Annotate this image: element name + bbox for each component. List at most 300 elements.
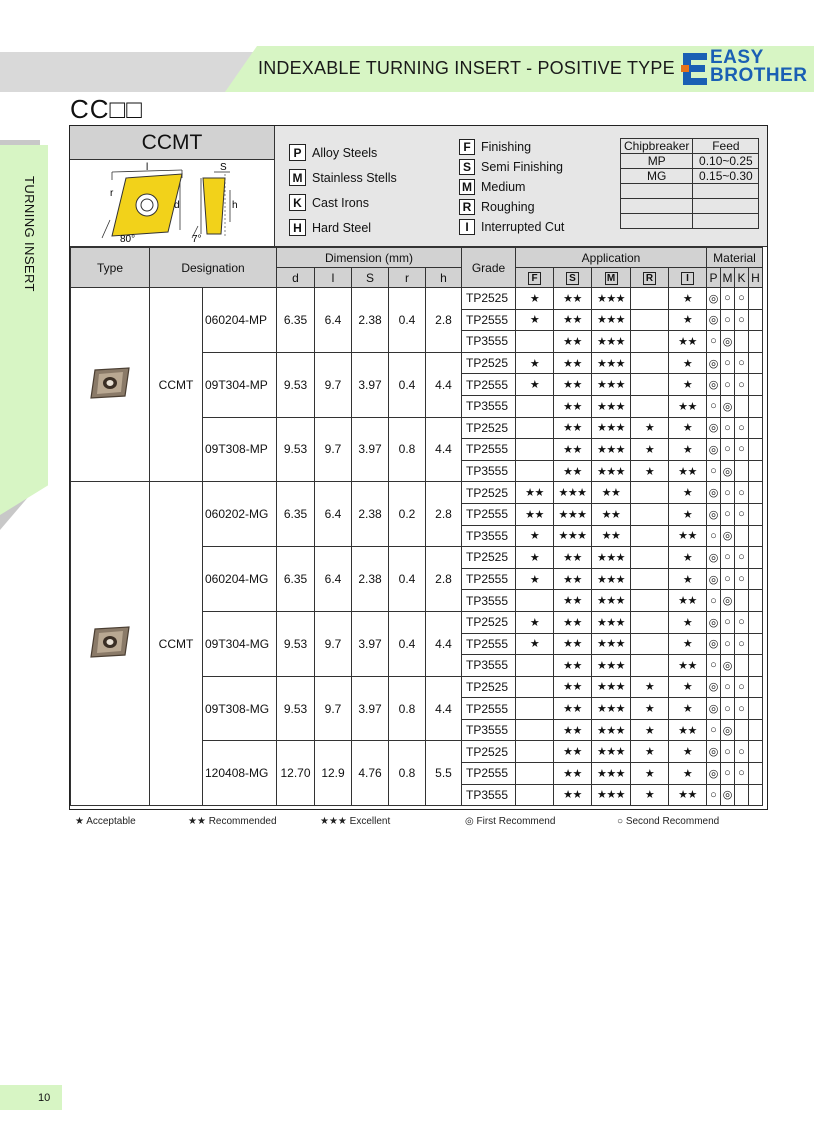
designation-cell: 09T304-MG	[203, 611, 277, 676]
insert-photo-icon	[87, 364, 133, 402]
application-rating-cell: ★	[516, 633, 554, 655]
dim-d-cell: 6.35	[277, 482, 315, 547]
application-rating-cell: ★	[669, 611, 707, 633]
material-rating-cell: ◎	[707, 568, 721, 590]
material-rating-cell	[735, 460, 749, 482]
application-rating-cell: ★	[631, 698, 669, 720]
legend-first-recommend: ◎ First Recommend	[465, 816, 556, 827]
material-rating-cell: ○	[707, 525, 721, 547]
legend-label: Alloy Steels	[312, 145, 378, 160]
material-rating-cell	[749, 763, 763, 785]
chip-cell	[621, 199, 693, 214]
application-rating-cell: ★★★	[554, 525, 592, 547]
application-rating-cell: ★★	[554, 741, 592, 763]
designation-cell: 09T308-MG	[203, 676, 277, 741]
application-rating-cell: ★	[516, 525, 554, 547]
application-rating-cell	[516, 417, 554, 439]
material-rating-cell: ○	[735, 741, 749, 763]
application-rating-cell: ★	[516, 288, 554, 310]
chipbreaker-feed-table	[620, 138, 759, 229]
application-rating-cell: ★	[669, 503, 707, 525]
dim-h-cell: 2.8	[426, 482, 462, 547]
material-rating-cell: ○	[721, 374, 735, 396]
application-rating-cell: ★★	[554, 633, 592, 655]
grade-cell: TP2525	[462, 676, 516, 698]
material-rating-cell	[749, 460, 763, 482]
application-rating-cell: ★★★	[592, 698, 631, 720]
material-rating-cell	[749, 547, 763, 569]
dim-d-cell: 9.53	[277, 417, 315, 482]
material-rating-cell	[749, 633, 763, 655]
material-rating-cell: ○	[721, 633, 735, 655]
legend-acceptable: ★ Acceptable	[75, 816, 136, 827]
dim-r-cell: 0.2	[389, 482, 426, 547]
material-rating-cell: ◎	[721, 525, 735, 547]
application-rating-cell	[516, 395, 554, 417]
dim-l-cell: 6.4	[315, 482, 352, 547]
material-rating-cell: ○	[735, 633, 749, 655]
designation-cell: 060202-MG	[203, 482, 277, 547]
material-rating-cell	[749, 482, 763, 504]
application-rating-cell: ★★	[554, 288, 592, 310]
material-rating-cell: ◎	[707, 352, 721, 374]
legend-excellent: ★★★ Excellent	[320, 816, 391, 827]
material-rating-cell: ○	[721, 611, 735, 633]
dim-r-cell: 0.4	[389, 547, 426, 612]
designation-cell: 060204-MP	[203, 288, 277, 353]
application-rating-cell	[516, 460, 554, 482]
legend-label: Interrupted Cut	[481, 220, 565, 234]
application-rating-cell: ★	[516, 374, 554, 396]
application-rating-cell: ★★★	[592, 547, 631, 569]
col-header-d: d	[277, 268, 315, 288]
page-number: 10	[38, 1092, 51, 1104]
application-rating-cell: ★	[669, 698, 707, 720]
material-rating-cell: ○	[707, 719, 721, 741]
grade-cell: TP3555	[462, 331, 516, 353]
diagram-label-d: d	[174, 200, 180, 211]
dim-l-cell: 6.4	[315, 547, 352, 612]
material-rating-cell	[749, 655, 763, 677]
dim-s-cell: 3.97	[352, 611, 389, 676]
diagram-label-l: l	[146, 162, 149, 173]
grade-cell: TP2525	[462, 547, 516, 569]
page-title: INDEXABLE TURNING INSERT - POSITIVE TYPE	[258, 58, 675, 78]
material-rating-cell	[749, 698, 763, 720]
material-rating-cell	[735, 784, 749, 806]
legend-key: F	[459, 139, 475, 155]
application-rating-cell	[631, 525, 669, 547]
material-rating-cell	[735, 331, 749, 353]
legend-second-recommend: ○ Second Recommend	[617, 816, 720, 827]
dim-s-cell: 2.38	[352, 482, 389, 547]
material-rating-cell: ◎	[707, 374, 721, 396]
col-header-app-s: S	[554, 268, 592, 288]
product-code-title: CC□□	[70, 94, 143, 124]
application-rating-cell: ★	[516, 611, 554, 633]
chip-header: Chipbreaker	[621, 139, 693, 154]
material-rating-cell	[749, 676, 763, 698]
grade-cell: TP3555	[462, 719, 516, 741]
material-rating-cell	[735, 395, 749, 417]
material-rating-cell: ○	[735, 568, 749, 590]
application-rating-cell: ★	[631, 741, 669, 763]
col-header-app-f: F	[516, 268, 554, 288]
designation-cell: 060204-MG	[203, 547, 277, 612]
application-rating-cell	[631, 503, 669, 525]
grade-cell: TP2525	[462, 417, 516, 439]
material-rating-cell: ◎	[707, 482, 721, 504]
application-rating-cell	[631, 482, 669, 504]
col-header-s: S	[352, 268, 389, 288]
legend-key: K	[289, 194, 306, 211]
legend-label: Roughing	[481, 200, 535, 214]
application-rating-cell	[631, 633, 669, 655]
grade-cell: TP2525	[462, 288, 516, 310]
material-rating-cell: ○	[707, 331, 721, 353]
dim-d-cell: 12.70	[277, 741, 315, 806]
application-rating-cell	[631, 547, 669, 569]
material-rating-cell: ○	[707, 784, 721, 806]
application-rating-cell: ★★★	[592, 741, 631, 763]
material-rating-cell: ○	[721, 698, 735, 720]
application-rating-cell	[631, 568, 669, 590]
dim-r-cell: 0.4	[389, 352, 426, 417]
material-rating-cell: ○	[735, 698, 749, 720]
grade-cell: TP2555	[462, 698, 516, 720]
material-rating-cell	[749, 288, 763, 310]
legend-item	[459, 137, 564, 157]
material-rating-cell	[749, 503, 763, 525]
application-rating-cell	[631, 395, 669, 417]
material-rating-cell	[735, 655, 749, 677]
application-rating-cell: ★★	[554, 784, 592, 806]
application-rating-cell: ★	[631, 460, 669, 482]
logo-line1: EASY	[710, 47, 764, 68]
col-header-designation: Designation	[150, 248, 277, 288]
material-rating-cell: ○	[735, 676, 749, 698]
application-rating-cell: ★★	[669, 590, 707, 612]
grade-cell: TP2525	[462, 352, 516, 374]
material-rating-cell: ◎	[707, 547, 721, 569]
application-rating-cell: ★	[631, 439, 669, 461]
material-rating-cell	[749, 525, 763, 547]
legend-item	[459, 197, 564, 217]
legend-key: M	[289, 169, 306, 186]
application-rating-cell: ★★★	[554, 482, 592, 504]
application-rating-cell	[516, 698, 554, 720]
application-rating-cell: ★★	[554, 309, 592, 331]
material-rating-cell: ○	[735, 482, 749, 504]
material-rating-cell: ○	[707, 395, 721, 417]
application-rating-cell: ★★★	[592, 460, 631, 482]
material-rating-cell: ◎	[707, 503, 721, 525]
material-rating-cell: ○	[721, 763, 735, 785]
application-rating-cell: ★★★	[592, 331, 631, 353]
application-rating-cell: ★★	[669, 460, 707, 482]
application-rating-cell	[516, 676, 554, 698]
application-rating-cell: ★★★	[592, 309, 631, 331]
material-rating-cell: ○	[735, 611, 749, 633]
grade-cell: TP2525	[462, 741, 516, 763]
diagram-angle-1: 80°	[120, 234, 136, 245]
col-header-mat-p: P	[707, 268, 721, 288]
designation-cell: 120408-MG	[203, 741, 277, 806]
material-legend	[289, 140, 397, 240]
material-rating-cell	[735, 719, 749, 741]
col-header-dimension: Dimension (mm)	[277, 248, 462, 268]
type-image-cell	[71, 288, 150, 482]
grade-cell: TP3555	[462, 525, 516, 547]
grade-cell: TP2555	[462, 568, 516, 590]
material-rating-cell: ○	[721, 352, 735, 374]
material-rating-cell: ○	[721, 568, 735, 590]
dim-r-cell: 0.8	[389, 417, 426, 482]
application-legend	[459, 137, 564, 237]
material-rating-cell: ○	[735, 417, 749, 439]
application-rating-cell: ★★	[669, 395, 707, 417]
diagram-label-s: S	[220, 162, 227, 173]
application-rating-cell: ★	[669, 288, 707, 310]
legend-key: P	[289, 144, 306, 161]
application-rating-cell: ★★	[669, 331, 707, 353]
application-rating-cell: ★	[669, 352, 707, 374]
legend-item	[289, 165, 397, 190]
logo-e-icon	[679, 51, 709, 87]
dim-d-cell: 9.53	[277, 611, 315, 676]
dim-l-cell: 9.7	[315, 676, 352, 741]
material-rating-cell	[749, 439, 763, 461]
application-rating-cell	[516, 763, 554, 785]
dim-d-cell: 6.35	[277, 547, 315, 612]
type-image-cell	[71, 482, 150, 806]
application-rating-cell: ★★	[554, 439, 592, 461]
insert-diagram	[70, 160, 275, 246]
legend-key: R	[459, 199, 475, 215]
material-rating-cell: ◎	[721, 590, 735, 612]
chip-cell	[621, 214, 693, 229]
material-rating-cell: ○	[721, 417, 735, 439]
material-rating-cell: ○	[735, 547, 749, 569]
diagram-angle-2: 7°	[192, 234, 202, 245]
grade-cell: TP2555	[462, 439, 516, 461]
application-rating-cell: ★★★	[592, 611, 631, 633]
application-rating-cell: ★★★	[592, 288, 631, 310]
legend-item	[459, 217, 564, 237]
diagram-label-h: h	[232, 200, 238, 211]
material-rating-cell: ◎	[707, 439, 721, 461]
material-rating-cell: ◎	[707, 676, 721, 698]
material-rating-cell: ○	[721, 547, 735, 569]
grade-cell: TP3555	[462, 395, 516, 417]
legend-recommended: ★★ Recommended	[188, 816, 277, 827]
material-rating-cell: ○	[721, 676, 735, 698]
material-rating-cell: ○	[721, 288, 735, 310]
col-header-app-r: R	[631, 268, 669, 288]
material-rating-cell: ○	[721, 741, 735, 763]
legend-label: Stainless Stells	[312, 170, 397, 185]
grade-cell: TP3555	[462, 590, 516, 612]
chip-cell	[693, 214, 759, 229]
application-rating-cell: ★	[669, 763, 707, 785]
application-rating-cell: ★★	[554, 395, 592, 417]
material-rating-cell	[749, 719, 763, 741]
application-rating-cell: ★	[669, 374, 707, 396]
grade-cell: TP2555	[462, 763, 516, 785]
application-rating-cell	[631, 655, 669, 677]
application-rating-cell	[631, 331, 669, 353]
application-rating-cell	[631, 352, 669, 374]
col-header-r: r	[389, 268, 426, 288]
col-header-h: h	[426, 268, 462, 288]
dim-r-cell: 0.8	[389, 741, 426, 806]
material-rating-cell: ◎	[721, 719, 735, 741]
col-header-material: Material	[707, 248, 763, 268]
application-rating-cell: ★	[669, 417, 707, 439]
dim-h-cell: 2.8	[426, 288, 462, 353]
dim-s-cell: 4.76	[352, 741, 389, 806]
application-rating-cell	[516, 784, 554, 806]
col-header-app-m: M	[592, 268, 631, 288]
application-rating-cell: ★★★	[592, 374, 631, 396]
logo-line2: BROTHER	[710, 65, 808, 86]
application-rating-cell: ★★	[554, 352, 592, 374]
col-header-grade: Grade	[462, 248, 516, 288]
application-rating-cell: ★	[669, 741, 707, 763]
dim-d-cell: 6.35	[277, 288, 315, 353]
material-rating-cell: ○	[707, 655, 721, 677]
col-header-mat-k: K	[735, 268, 749, 288]
application-rating-cell: ★★★	[592, 633, 631, 655]
application-rating-cell: ★★	[669, 784, 707, 806]
material-rating-cell	[749, 395, 763, 417]
chip-cell: MG	[621, 169, 693, 184]
legend-item	[289, 215, 397, 240]
material-rating-cell	[735, 590, 749, 612]
application-rating-cell: ★	[631, 784, 669, 806]
insert-spec-table	[70, 247, 763, 806]
material-rating-cell	[749, 611, 763, 633]
material-rating-cell: ◎	[721, 331, 735, 353]
application-rating-cell: ★★	[592, 482, 631, 504]
application-rating-cell: ★★	[554, 611, 592, 633]
grade-cell: TP2525	[462, 482, 516, 504]
application-rating-cell: ★★★	[592, 352, 631, 374]
diagram-label-r: r	[110, 188, 114, 199]
dim-s-cell: 3.97	[352, 417, 389, 482]
material-rating-cell: ◎	[721, 784, 735, 806]
col-header-mat-m: M	[721, 268, 735, 288]
dim-h-cell: 4.4	[426, 611, 462, 676]
insert-geometry-diagram	[70, 160, 275, 246]
application-rating-cell: ★	[669, 568, 707, 590]
material-rating-cell	[749, 331, 763, 353]
legend-key: M	[459, 179, 475, 195]
application-rating-cell: ★★★	[592, 719, 631, 741]
material-rating-cell: ◎	[707, 698, 721, 720]
grade-cell: TP2525	[462, 611, 516, 633]
chip-cell: MP	[621, 154, 693, 169]
material-rating-cell: ◎	[707, 309, 721, 331]
type-name-cell: CCMT	[150, 288, 203, 482]
application-rating-cell: ★★	[669, 655, 707, 677]
side-tab-label: TURNING INSERT	[22, 176, 37, 292]
dim-r-cell: 0.4	[389, 288, 426, 353]
application-rating-cell: ★★	[592, 525, 631, 547]
material-rating-cell	[749, 309, 763, 331]
material-rating-cell: ○	[735, 439, 749, 461]
material-rating-cell	[749, 590, 763, 612]
material-rating-cell: ◎	[707, 763, 721, 785]
material-rating-cell	[749, 374, 763, 396]
legend-label: Finishing	[481, 140, 532, 154]
application-rating-cell: ★★	[554, 331, 592, 353]
application-rating-cell: ★★★	[592, 395, 631, 417]
material-rating-cell	[749, 568, 763, 590]
material-rating-cell: ○	[721, 439, 735, 461]
legend-item	[459, 157, 564, 177]
material-rating-cell	[749, 784, 763, 806]
insert-title: CCMT	[70, 126, 275, 160]
application-rating-cell: ★★	[669, 719, 707, 741]
application-rating-cell: ★★	[516, 503, 554, 525]
grade-cell: TP2555	[462, 503, 516, 525]
table-row	[71, 482, 763, 504]
legend-key: H	[289, 219, 306, 236]
material-rating-cell: ○	[721, 482, 735, 504]
dim-l-cell: 12.9	[315, 741, 352, 806]
application-rating-cell: ★	[631, 719, 669, 741]
grade-cell: TP3555	[462, 655, 516, 677]
type-name-cell: CCMT	[150, 482, 203, 806]
chip-header: Feed	[693, 139, 759, 154]
application-rating-cell: ★★★	[592, 590, 631, 612]
col-header-l: l	[315, 268, 352, 288]
legend-label: Semi Finishing	[481, 160, 563, 174]
application-rating-cell: ★★	[554, 460, 592, 482]
brand-logo	[679, 49, 809, 89]
col-header-app-i: I	[669, 268, 707, 288]
material-rating-cell: ○	[735, 309, 749, 331]
designation-cell: 09T304-MP	[203, 352, 277, 417]
dim-s-cell: 3.97	[352, 676, 389, 741]
material-rating-cell: ○	[735, 503, 749, 525]
application-rating-cell: ★★	[554, 719, 592, 741]
material-rating-cell: ◎	[707, 611, 721, 633]
application-rating-cell	[631, 288, 669, 310]
grade-cell: TP2555	[462, 309, 516, 331]
chip-cell	[693, 199, 759, 214]
application-rating-cell: ★★	[554, 590, 592, 612]
dim-h-cell: 2.8	[426, 547, 462, 612]
material-rating-cell	[749, 741, 763, 763]
dim-h-cell: 5.5	[426, 741, 462, 806]
legend-label: Medium	[481, 180, 526, 194]
chip-cell: 0.10~0.25	[693, 154, 759, 169]
material-rating-cell	[749, 417, 763, 439]
dim-l-cell: 9.7	[315, 352, 352, 417]
application-rating-cell: ★★	[554, 763, 592, 785]
chip-cell: 0.15~0.30	[693, 169, 759, 184]
material-rating-cell: ○	[721, 309, 735, 331]
application-rating-cell: ★	[669, 482, 707, 504]
grade-cell: TP3555	[462, 460, 516, 482]
application-rating-cell: ★★★	[592, 568, 631, 590]
col-header-mat-h: H	[749, 268, 763, 288]
application-rating-cell	[631, 611, 669, 633]
dim-s-cell: 2.38	[352, 288, 389, 353]
legend-key: S	[459, 159, 475, 175]
